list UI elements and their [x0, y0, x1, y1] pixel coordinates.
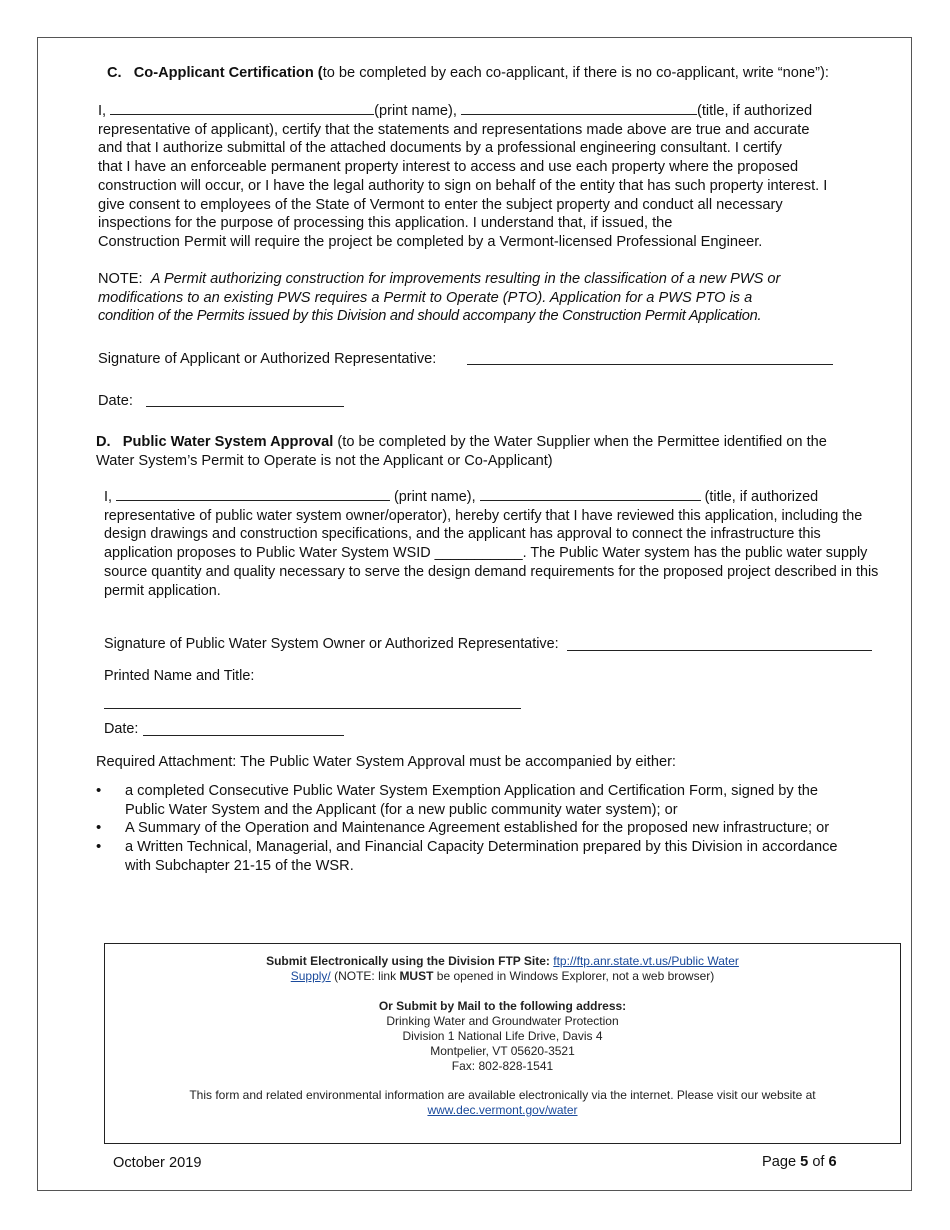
section-c-body: I, (print name), (title, if authorized representative of applicant), certify that the statements and representations made above are true and accurate and that I authorize submittal of the attached documents by a professional engineering consultant. I certify that I have an enforceable permanent property interest to access and use each property where the proposed construction will occur, or I have the legal authority to sign on behalf of the entity that has such property interest. I give consent to employees of the State of Vermont to enter the subject property and conduct all necessary inspections for the purpose of processing this application. I understand that, if issued, the Construction Permit will require the project be completed by a Vermont-licensed Professional Engineer. [98, 102, 898, 252]
section-c-title: Co-Applicant Certification ( [133, 65, 323, 81]
ftp-link[interactable]: ftp://ftp.anr.state.vt.us/Public Water [553, 954, 739, 968]
website-link[interactable]: www.dec.vermont.gov/water [427, 1103, 578, 1117]
submit-info-box [104, 943, 901, 1144]
applicant-signature-label: Signature of Applicant or Authorized Representative: [98, 351, 437, 367]
co-applicant-title-field[interactable] [461, 102, 697, 115]
section-c-heading [107, 64, 829, 83]
fax-number: Fax: 802-828-1541 [451, 1059, 554, 1073]
pws-date-label: Date: [104, 721, 139, 737]
section-c-name-line: I, (print name), (title, if authorized [98, 103, 813, 119]
submit-info-content: Submit Electronically using the Division FTP Site: ftp://ftp.anr.state.vt.us/Public Water Supply/ (NOTE: link MUST be opened in Windows Explorer, not a web browser) Or Submit by Mail to the following address: Drinking Water and Groundwater Protection Division 1 National Life Drive, Davis 4 Montpelier, VT 05620-3521 Fax: 802-828-1541 This form and related environmental information are available electronically via the internet. Please visit our website at www.dec.vermont.gov/water [105, 954, 900, 1118]
ftp-label: Submit Electronically using the Division FTP Site: [266, 954, 550, 968]
note-label: NOTE: [98, 271, 143, 287]
mail-label: Or Submit by Mail to the following address: [378, 999, 627, 1013]
pws-signature-label: Signature of Public Water System Owner or Authorized Representative: [104, 636, 559, 652]
section-d-letter: D. [96, 434, 111, 450]
applicant-signature-field[interactable] [467, 364, 833, 365]
attachment-item: • A Summary of the Operation and Maintenance Agreement established for the proposed new infrastructure; or [96, 819, 896, 838]
address-line: Drinking Water and Groundwater Protection [386, 1014, 619, 1028]
section-d-heading: D. Public Water System Approval (to be completed by the Water Supplier when the Permittee identified on the Water System’s Permit to Operate is not the Applicant or Co-Applicant) [96, 434, 827, 469]
page-number: Page 5 of 6 [762, 1154, 837, 1170]
pws-signature-field[interactable] [567, 650, 872, 651]
section-d-name-line: I, (print name), (title, if authorized [104, 489, 819, 505]
attachment-intro: Required Attachment: The Public Water System Approval must be accompanied by either: [96, 754, 676, 770]
co-applicant-print-name-field[interactable] [110, 102, 374, 115]
section-c-letter: C. [107, 65, 122, 81]
applicant-date-field[interactable] [146, 406, 344, 407]
attachment-list [96, 782, 896, 876]
note-block: NOTE: A Permit authorizing construction for improvements resulting in the classification of a new PWS or modifications to an existing PWS requires a Permit to Operate (PTO). Application for a PWS PTO is a condition of the Permits issued by this Division and should accompany the Construction Permit Application. [98, 271, 781, 325]
printed-name-title-label: Printed Name and Title: [104, 668, 255, 684]
section-c-title-rest: to be completed by each co-applicant, if there is no co-applicant, write “none”): [322, 65, 829, 81]
website-info: This form and related environmental information are available electronically via the internet. Please visit our website at [189, 1088, 816, 1102]
pws-print-name-field[interactable] [116, 488, 390, 501]
address-line: Montpelier, VT 05620-3521 [430, 1044, 575, 1058]
attachment-item: • a completed Consecutive Public Water System Exemption Application and Certification Form, signed by the Public Water System and the Applicant (for a new public community water system); or [96, 782, 896, 819]
pws-title-field[interactable] [480, 488, 701, 501]
attachment-item: • a Written Technical, Managerial, and Financial Capacity Determination prepared by this Division in accordance with Subchapter 21-15 of the WSR. [96, 838, 896, 875]
printed-name-title-field[interactable] [104, 708, 521, 709]
section-d-title: Public Water System Approval [122, 434, 334, 450]
section-d-body: I, (print name), (title, if authorized representative of public water system owner/operator), hereby certify that I have reviewed this application, including the design drawings and construction specifications, and the applicant has approval to connect the infrastructure this application proposes to Public Water System WSID ___________. The Public Water system has the public water supply source quantity and quality necessary to serve the design demand requirements for the proposed project described in this permit application. [104, 488, 904, 600]
address-line: Division 1 National Life Drive, Davis 4 [402, 1029, 603, 1043]
applicant-date-label: Date: [98, 393, 133, 409]
ftp-link-continued[interactable]: Supply/ [290, 969, 331, 983]
footer-date: October 2019 [113, 1155, 202, 1171]
pws-date-field[interactable] [143, 735, 344, 736]
